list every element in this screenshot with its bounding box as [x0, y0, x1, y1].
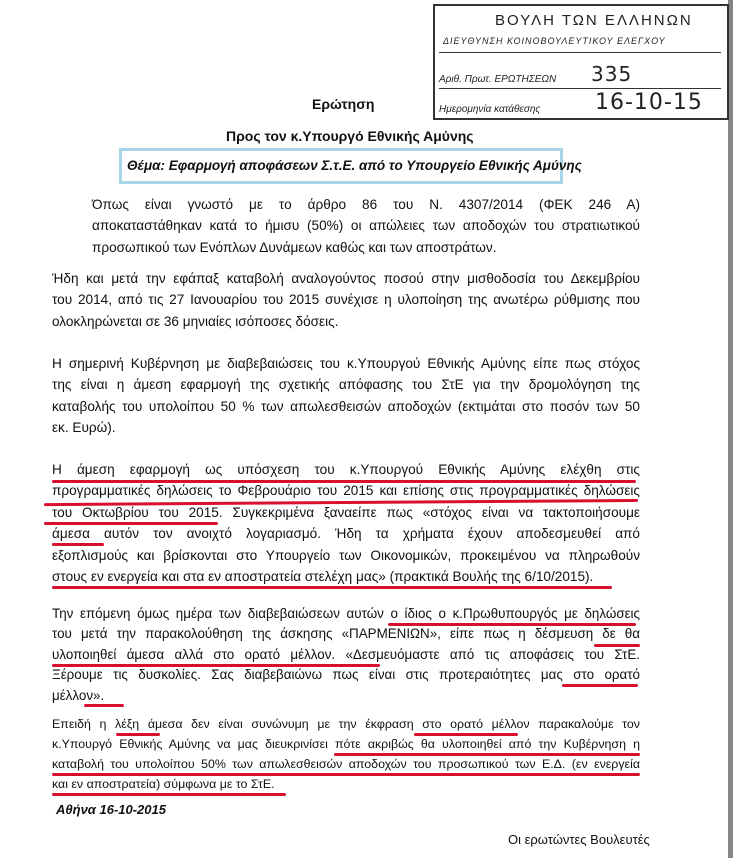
text-line: του 2014, από τις 27 Ιανουαρίου του 2015 συνέχισε η υλοποίηση της ανωτέρω ρύθμισης που [52, 292, 640, 308]
red-underline [414, 733, 518, 736]
text-line: μέλλον». [52, 687, 105, 703]
document-recipient: Προς τον κ.Υπουργό Εθνικής Αμύνης [226, 128, 474, 144]
paragraph-3 [52, 353, 640, 439]
red-underline [52, 664, 380, 667]
red-underline [562, 684, 638, 687]
stamp-date: 16-10-15 [595, 90, 703, 115]
document-heading: Ερώτηση [312, 96, 375, 112]
text-line: του Οκτωβρίου του 2015. Συγκεκριμένα ξαναείπε πως «στόχος είναι να τακτοποιήσουμε [52, 504, 640, 520]
stamp-protocol-label: Αριθ. Πρωτ. ΕΡΩΤΗΣΕΩΝ [439, 74, 557, 85]
parliament-registration-stamp [433, 4, 729, 120]
scan-edge [728, 0, 733, 858]
text-line: καταβολή του υπολοίπου 50% των απωλεσθεισών αποδοχών του προσωπικού των Ε.Δ. (εν ενεργεία [52, 757, 640, 771]
text-line: Επειδή η λέξη άμεσα δεν είναι συνώνυμη με την έκφραση στο ορατό μέλλον παρακαλούμε τον [52, 717, 640, 731]
stamp-directorate: ΔΙΕΥΘΥΝΣΗ ΚΟΙΝΟΒΟΥΛΕΥΤΙΚΟΥ ΕΛΕΓΧΟΥ [443, 36, 666, 46]
stamp-parliament-name: ΒΟΥΛΗ ΤΩΝ ΕΛΛΗΝΩΝ [495, 12, 693, 29]
red-underline [52, 543, 104, 546]
red-underline [116, 733, 160, 736]
text-line: προγραμματικές δηλώσεις το Φεβρουάριο του 2015 και επίσης στις προγραμματικές δηλώσεις [52, 483, 640, 499]
document-subject: Θέμα: Εφαρμογή αποφάσεων Σ.τ.Ε. από το Υπουργείο Εθνικής Αμύνης [127, 158, 582, 173]
stamp-divider [439, 88, 721, 89]
signatories: Οι ερωτώντες Βουλευτές [508, 832, 650, 847]
stamp-divider [439, 52, 721, 53]
text-line: και εν αποστρατεία) σύμφωνα με το ΣτΕ. [52, 777, 275, 791]
text-line: της είναι η άμεση εφαρμογή της σχετικής απόφασης του ΣτΕ για την δρομολόγηση της [52, 377, 640, 393]
red-underline [594, 644, 640, 647]
paragraph-5 [52, 604, 640, 706]
red-underline [52, 480, 636, 483]
text-line: καταβολής του υπολοίπου 50 % των απωλεσθεισών αποδοχών (εκτιμάται στο ποσόν των 50 [52, 398, 640, 414]
text-line: Η άμεση εφαρμογή ως υπόσχεση του κ.Υπουργού Εθνικής Αμύνης ελέχθη στις [52, 462, 640, 477]
text-line: στους εν ενεργεία και στα εν αποστρατεία στελέχη μας» (πρακτικά Βουλής της 6/10/2015). [52, 569, 594, 585]
text-line: εκ. Ευρώ). [52, 420, 116, 436]
red-underline [44, 522, 218, 525]
text-line: ολοκληρώνεται σε 36 μηνιαίες ισόποσες δόσεις. [52, 313, 339, 329]
text-line: Ξέρουμε τις δυσκολίες. Σας διαβεβαιώνω πως είναι στις προτεραιότητες μας στο ορατό [52, 667, 640, 683]
text-line: Ήδη και μετά την εφάπαξ καταβολή αναλογούντος ποσού στην μισθοδοσία του Δεκεμβρίου [52, 271, 640, 286]
place-and-date: Αθήνα 16-10-2015 [56, 802, 166, 817]
text-line: Την επόμενη όμως ημέρα των διαβεβαιώσεων αυτών ο ίδιος ο κ.Πρωθυπουργός με δηλώσεις [52, 606, 640, 621]
red-underline [52, 586, 612, 589]
paragraph-2 [52, 268, 640, 332]
text-line: Η σημερινή Κυβέρνηση με διαβεβαιώσεις του κ.Υπουργού Εθνικής Αμύνης είπε πως στόχος [52, 356, 640, 371]
text-line: του μετά την παρακολούθηση της άσκησης «ΠΑΡΜΕΝΙΩΝ», είπε πως η δέσμευση δε θα [52, 626, 640, 642]
red-underline [84, 704, 124, 707]
stamp-protocol-number: 335 [591, 62, 633, 86]
red-underline [334, 753, 640, 756]
red-underline [388, 623, 636, 626]
stamp-date-label: Ημερομηνία κατάθεσης [439, 104, 541, 115]
text-line: αποκαταστάθηκαν κατά το ήμισυ (50%) οι απώλειες των αποδοχών του στρατιωτικού [92, 218, 640, 234]
red-underline [52, 773, 640, 776]
text-line: εξοπλισμούς και βρίσκονται στο Υπουργείο των Οικονομικών, προκειμένου να πληρωθούν [52, 547, 640, 563]
paragraph-1 [52, 194, 640, 258]
text-line: Όπως είναι γνωστό με το άρθρο 86 του Ν. 4307/2014 (ΦΕΚ 246 Α) [92, 197, 640, 212]
text-line: προσωπικού των Ενόπλων Δυνάμεων καθώς και των αποστράτων. [92, 239, 497, 255]
red-underline [52, 793, 286, 796]
text-line: άμεσα αυτόν τον ανοιχτό λογαριασμό. Ήδη τα χρήματα έχουν αποδεσμευθεί από [52, 526, 640, 542]
text-line: κ.Υπουργό Εθνικής Αμύνης να μας διευκρινίσει πότε ακριβώς θα υλοποιηθεί από την Κυβέρνηση η [52, 737, 640, 751]
text-line: υλοποιηθεί άμεσα αλλά στο ορατό μέλλον. «Δεσμευόμαστε από τις αποφάσεις του ΣτΕ. [52, 646, 640, 662]
